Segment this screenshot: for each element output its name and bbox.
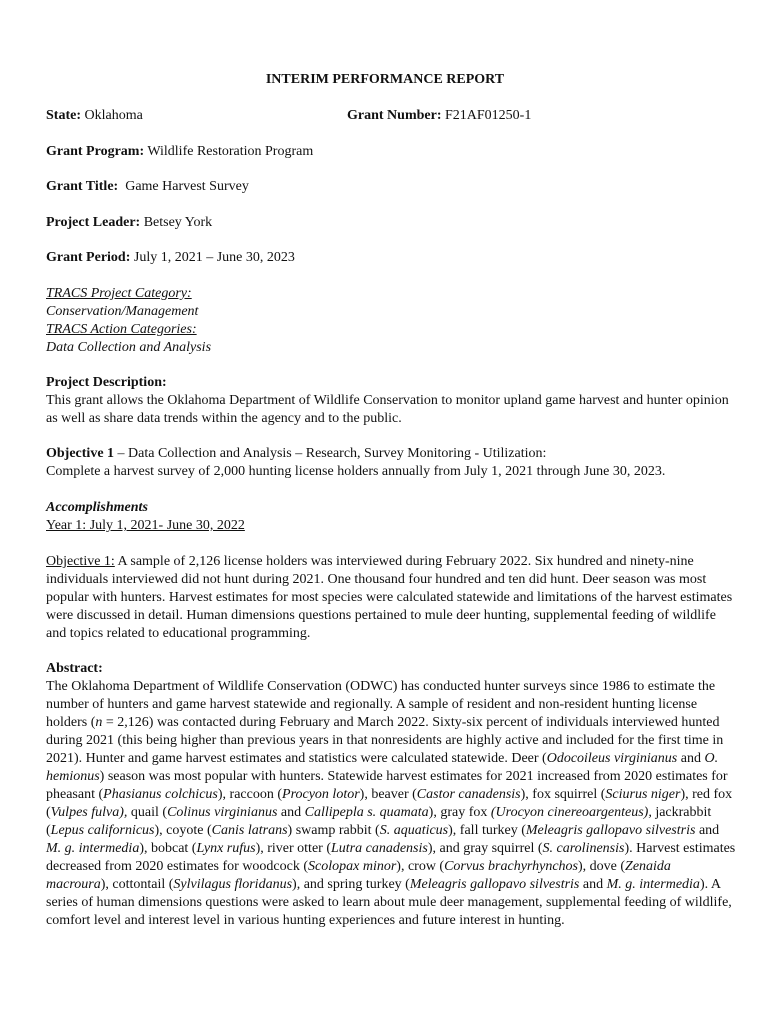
abstract-run: ), fall turkey ( bbox=[448, 823, 526, 838]
species-name: S. aquaticus bbox=[379, 823, 449, 838]
project-leader-label: Project Leader: bbox=[46, 215, 141, 230]
tracs-action-categories-label: TRACS Action Categories: bbox=[46, 322, 197, 337]
abstract-run: ), beaver ( bbox=[359, 787, 417, 802]
species-name: Lynx rufus bbox=[196, 841, 256, 856]
accomplishments-objective bbox=[46, 553, 736, 643]
project-leader-line bbox=[46, 214, 736, 232]
abstract-run: ). A series of human dimensions questions were asked to learn about mule deer management, supplemental feeding of wildlife, comfort level and interest level in various hunting experiences and future interest in hunting. bbox=[46, 877, 732, 928]
objective-1-label: Objective 1 bbox=[46, 446, 115, 461]
abstract-run: and bbox=[277, 805, 305, 820]
species-name: (Urocyon cinereoargenteus), bbox=[490, 805, 652, 820]
project-description-text: This grant allows the Oklahoma Department of Wildlife Conservation to monitor upland game harvest and hunter opinion as well as share data trends within the agency and to the public. bbox=[46, 393, 729, 426]
grant-period-label: Grant Period: bbox=[46, 250, 131, 265]
accomplishments-heading: Accomplishments bbox=[46, 500, 148, 515]
species-name: Vulpes fulva), bbox=[50, 805, 128, 820]
species-name: Castor canadensis bbox=[416, 787, 521, 802]
abstract-run: ), gray fox bbox=[428, 805, 491, 820]
species-name: M. g. intermedia bbox=[606, 877, 700, 892]
accomplishments-text: A sample of 2,126 license holders was interviewed during February 2022. Six hundred and ninety-nine individuals interviewed did not hunt during 2021. One thousand four hundred and ten did hunt. Deer season was most popular with hunters. Harvest estimates for most species were calculated statewide and limitations of the harvest estimates were discussed in detail. Human dimensions questions pertained to mule deer hunting, supplemental feeding of wildlife and topics related to educational programming. bbox=[46, 554, 733, 641]
project-description bbox=[46, 374, 736, 428]
species-name: Procyon lotor bbox=[282, 787, 360, 802]
abstract-run: ), river otter ( bbox=[255, 841, 331, 856]
abstract-run: ), red fox ( bbox=[46, 787, 733, 820]
accomplishments-objective-label: Objective 1: bbox=[46, 554, 115, 569]
grant-period-line bbox=[46, 249, 736, 267]
species-name: M. g. intermedia bbox=[46, 841, 140, 856]
abstract-run: ) swamp rabbit ( bbox=[287, 823, 380, 838]
tracs-project-category-label: TRACS Project Category: bbox=[46, 286, 192, 301]
report-title: INTERIM PERFORMANCE REPORT bbox=[265, 72, 505, 87]
abstract-run: ) season was most popular with hunters. Statewide harvest estimates for 2021 increased from 2020 estimates for pheasant ( bbox=[46, 769, 728, 802]
abstract-italic-n: n bbox=[95, 715, 103, 730]
abstract-run: ), raccoon ( bbox=[217, 787, 283, 802]
grant-number-line bbox=[347, 107, 727, 125]
abstract-run: The Oklahoma Department of Wildlife Conservation (ODWC) has conducted hunter surveys since 1986 to estimate the number of hunters and game harvest statewide and regionally. A sample of resident and non-resident hunting license holders ( bbox=[46, 679, 716, 730]
abstract-run: ), and spring turkey ( bbox=[292, 877, 410, 892]
abstract-run: = 2,126) was contacted during February and March 2022. Sixty-six percent of individuals interviewed hunted during 2021 (this being higher than previous years in that nonresidents are highly active and included for the first time in 2021). Hunter and game harvest estimates and statistics were calculated statewide. Deer ( bbox=[46, 715, 724, 766]
tracs-section bbox=[46, 285, 736, 357]
abstract-run: ), dove ( bbox=[578, 859, 626, 874]
species-name: Odocoileus virginianus bbox=[546, 751, 678, 766]
abstract-run: quail ( bbox=[127, 805, 168, 820]
grant-period-value: July 1, 2021 – June 30, 2023 bbox=[130, 250, 295, 265]
species-name: Scolopax minor bbox=[308, 859, 397, 874]
abstract bbox=[46, 660, 736, 930]
abstract-run: ), and gray squirrel ( bbox=[427, 841, 543, 856]
grant-title-label: Grant Title: bbox=[46, 179, 119, 194]
state-value: Oklahoma bbox=[81, 108, 143, 123]
grant-program-line bbox=[46, 143, 736, 161]
species-name: Sciurus niger bbox=[605, 787, 681, 802]
abstract-run: ), bobcat ( bbox=[139, 841, 197, 856]
accomplishments-year: Year 1: July 1, 2021- June 30, 2022 bbox=[46, 518, 245, 533]
species-name: Lepus californicus bbox=[50, 823, 155, 838]
objective-1-line1: – Data Collection and Analysis – Research, Survey Monitoring - Utilization: bbox=[114, 446, 547, 461]
abstract-run: and bbox=[695, 823, 720, 838]
accomplishments bbox=[46, 499, 736, 535]
grant-program-label: Grant Program: bbox=[46, 144, 145, 159]
abstract-text bbox=[46, 678, 736, 930]
abstract-run: ). Harvest estimates decreased from 2020 estimates for woodcock ( bbox=[46, 841, 736, 874]
abstract-run: ), cottontail ( bbox=[100, 877, 174, 892]
abstract-run: and bbox=[677, 751, 705, 766]
grant-number-value: F21AF01250-1 bbox=[441, 108, 532, 123]
grant-number-label: Grant Number: bbox=[347, 108, 442, 123]
species-name: Callipepla s. quamata bbox=[304, 805, 429, 820]
project-leader-value: Betsey York bbox=[140, 215, 213, 230]
abstract-run: ), crow ( bbox=[396, 859, 445, 874]
tracs-project-category-value: Conservation/Management bbox=[46, 304, 199, 319]
state-label: State: bbox=[46, 108, 81, 123]
species-name: Meleagris gallopavo silvestris bbox=[409, 877, 580, 892]
species-name: Sylvilagus floridanus bbox=[173, 877, 293, 892]
abstract-heading: Abstract: bbox=[46, 661, 103, 676]
abstract-run: ), coyote ( bbox=[154, 823, 212, 838]
species-name: Corvus brachyrhynchos bbox=[444, 859, 578, 874]
species-name: Zenaida macroura bbox=[46, 859, 671, 892]
species-name: Lutra canadensis bbox=[331, 841, 428, 856]
species-name: Canis latrans bbox=[211, 823, 288, 838]
species-name: Colinus virginianus bbox=[167, 805, 278, 820]
objective-1 bbox=[46, 445, 736, 481]
abstract-run: ), fox squirrel ( bbox=[520, 787, 606, 802]
grant-title-value: Game Harvest Survey bbox=[118, 179, 249, 194]
species-name: Meleagris gallopavo silvestris bbox=[525, 823, 696, 838]
objective-1-line2: Complete a harvest survey of 2,000 hunting license holders annually from July 1, 2021 through June 30, 2023. bbox=[46, 464, 666, 479]
species-name: Phasianus colchicus bbox=[103, 787, 218, 802]
species-name: S. carolinensis bbox=[542, 841, 625, 856]
species-name: O. hemionus bbox=[46, 751, 719, 784]
abstract-run: and bbox=[579, 877, 607, 892]
grant-program-value: Wildlife Restoration Program bbox=[144, 144, 314, 159]
abstract-run: jackrabbit ( bbox=[46, 805, 712, 838]
project-description-heading: Project Description: bbox=[46, 375, 167, 390]
grant-title-line bbox=[46, 178, 736, 196]
tracs-action-categories-value: Data Collection and Analysis bbox=[46, 340, 212, 355]
